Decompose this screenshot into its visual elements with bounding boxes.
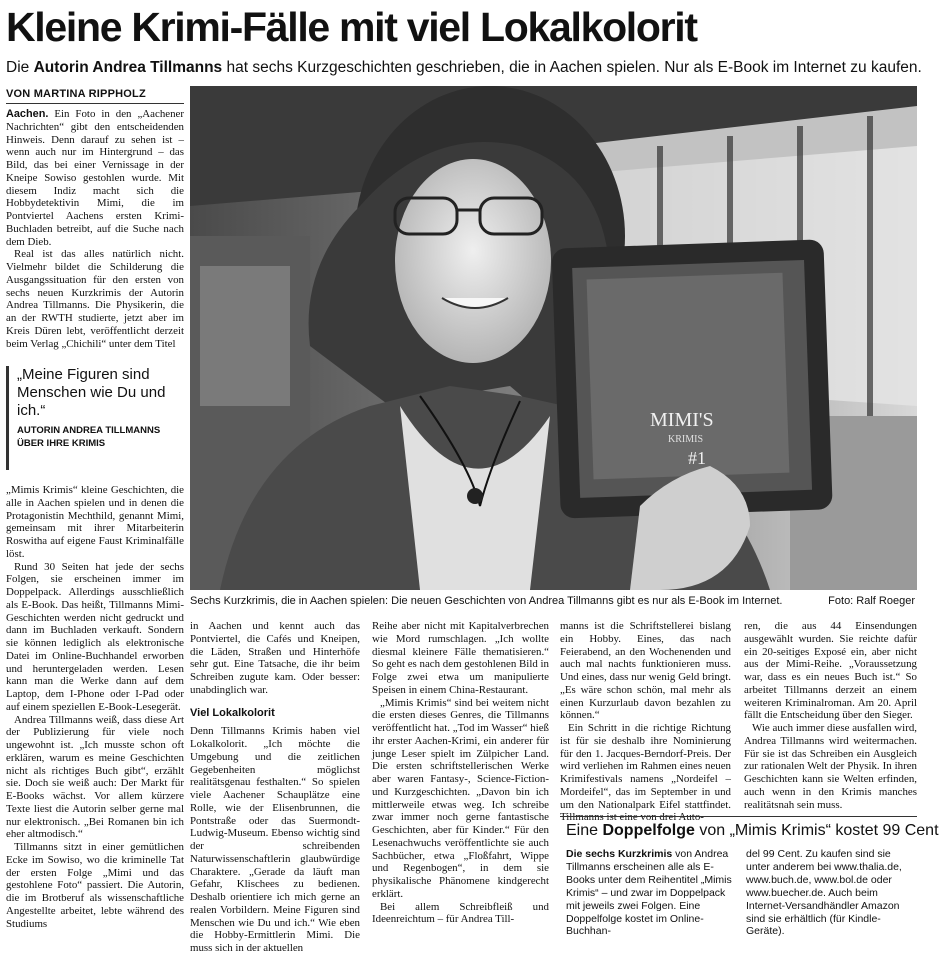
column-1-bottom bbox=[6, 484, 184, 950]
paragraph: in Aachen und kennt auch das Pontviertel, die Cafés und Kneipen, die Läden, Straßen und Hinterhöfe sehr gut. Eine Tatsache, die ihr beim Schreiben zugute kam. Oder besser: unabdinglich war. bbox=[190, 620, 360, 696]
paragraph: Rund 30 Seiten hat jede der sechs Folgen, sie erscheinen immer im Doppelpack. Allerdings ausschließlich als E-Book. Das heißt, Tillmanns Mimi-Geschichten werden nicht gedruckt und dann im Buchladen verkauft. Sondern sie können lediglich als elektronische Datei im Online-Buchhandel erworben und heruntergeladen werden. Lesen kann man die Werke dann auf dem Laptop, dem I-Phone oder I-Pad oder auf einem speziellen E-Book-Lesegerät. bbox=[6, 560, 184, 713]
paragraph: Reihe aber nicht mit Kapitalverbrechen wie Mord rumschlagen. „Ich wollte diesmal kleinere Fälle thematisieren.“ So geht es nach dem gestohlenen Bild in Folge zwei etwa um manipulierte Speisen in einem China-Restaurant. bbox=[372, 620, 549, 696]
paragraph: „Mimis Krimis“ sind bei weitem nicht die ersten dieses Genres, die Tillmanns veröffentlicht hat. „Tod im Wasser“ hieß ihr erster Aachen-Krimi, ein anderer für junge Leser spielt im Zülpicher Land. Die ersten schriftstellerischen Werke aber waren Fantasy-, Science-Fiction- und Kurzgeschichten. „Davon bin ich mittlerweile etwas weg. Ich schreibe zwar immer noch gerne fantastische Geschichten, aber für Kinder.“ Für den Lesenachwuchs veröffentlichte sie auch Sachbücher, etwa „Floßfahrt, Wippe und Regenbogen“, in dem sie physikalische Phänomene kindgerecht erklärt. bbox=[372, 696, 549, 900]
tablet-subtitle: KRIMIS bbox=[668, 434, 704, 445]
info-box bbox=[560, 816, 939, 950]
pull-quote-text: „Meine Figuren sind Menschen wie Du und ich.“ bbox=[17, 366, 166, 419]
paragraph: „Mimis Krimis“ kleine Geschichten, die alle in Aachen spielen und in denen die Protagonistin Mechthild, genannt Mimi, gemeinsam mit ihrer Mitarbeiterin Roswitha auf eigene Faust Kriminalfälle löst. bbox=[6, 484, 184, 560]
paragraph: Bei allem Schreibfleiß und Ideenreichtum – für Andrea Till- bbox=[372, 900, 549, 926]
subhead-post: hat sechs Kurzgeschichten geschrieben, die in Aachen spielen. Nur als E-Book im Internet zu kaufen. bbox=[222, 59, 922, 76]
info-title-bold: Doppelfolge bbox=[602, 822, 695, 839]
headline: Kleine Krimi-Fälle mit viel Lokalkolorit bbox=[6, 4, 697, 50]
paragraph: Wie auch immer diese ausfallen wird, Andrea Tillmanns wird weitermachen. Für sie ist das Schreiben ein Ausgleich zur rationalen Welt der Physik. In ihren Geschichten kann sie Welten erfinden, auch wenn in den Krimis manches realitätsnah sein muss. bbox=[744, 722, 917, 811]
column-5 bbox=[744, 620, 917, 812]
info-title-pre: Eine bbox=[566, 822, 603, 839]
column-2 bbox=[190, 620, 360, 954]
subheadline bbox=[6, 58, 922, 78]
column-3 bbox=[372, 620, 549, 950]
photo-caption bbox=[190, 594, 917, 608]
info-left-text: von Andrea Tillmanns erscheinen alle als E-Books unter dem Reihentitel „Mimis Krimis“ – und zwar im Doppelpack mit jeweils zwei Folgen. Eine Doppelfolge kostet im Online-Buchhan- bbox=[566, 848, 732, 938]
paragraph: Ein Schritt in die richtige Richtung ist für sie deshalb ihre Nominierung für den 1. Jacques-Berndorf-Preis. Der wird verliehen im Rahmen eines neuen Krimifestivals namens „Nordeifel – Mordeifel“, das im September in und um den Nationalpark Eifel stattfindet. Tillmanns ist eine von drei Auto- bbox=[560, 722, 731, 824]
pull-quote bbox=[6, 366, 184, 470]
paragraph: Tillmanns sitzt in einer gemütlichen Ecke im Sowiso, wo die kriminelle Tat der ersten Folge „Mimi und das gestohlene Foto“ passiert. Die Autorin, die im Brotberuf als wissenschaftliche Angestellte arbeitet, lebte während des Studiums bbox=[6, 841, 184, 930]
column-1-top bbox=[6, 108, 184, 362]
photo-credit: Foto: Ralf Roeger bbox=[828, 595, 915, 607]
photo-illustration bbox=[190, 86, 917, 590]
paragraph: Andrea Tillmanns weiß, dass diese Art der Publizierung für viele noch ungewohnt ist. „Ich musste schon oft erklären, warum es meine Geschichten nicht als richtiges Buch gibt“, erzählt sie. Doch sie weiß auch: Der Markt für E-Books wächst. Vor allem kürzere Texte liest die Autorin selber gerne mal nur elektronisch. „Bei Romanen bin ich eher altmodisch.“ bbox=[6, 713, 184, 841]
column-4 bbox=[560, 620, 731, 824]
subheading: Viel Lokalkolorit bbox=[190, 706, 275, 719]
subhead-bold: Autorin Andrea Tillmanns bbox=[33, 59, 223, 76]
paragraph: manns ist die Schriftstellerei bislang ein Hobby. Eines, das nach Feierabend, an den Wochenenden und auch mal nachts funktionieren muss. Und eines, dass nur wenig Geld bringt. „Es wäre schon schön, mal mehr als einen Kurzurlaub davon bezahlen zu können.“ bbox=[560, 620, 731, 722]
article-photo bbox=[190, 86, 917, 590]
subhead-pre: Die bbox=[6, 59, 34, 76]
paragraph: ren, die aus 44 Einsendungen ausgewählt wurden. Sie reichte dafür ein 20-seitiges Exposé ein, aber nicht aus der Mimi-Reihe. „Voraussetzung war, dass es ein neues Buch ist.“ So arbeitet Tillmanns derzeit an einem weiteren Kriminalroman. Am 20. April fällt die Entscheidung über den Sieger. bbox=[744, 620, 917, 722]
caption-text: Sechs Kurzkrimis, die in Aachen spielen: Die neuen Geschichten von Andrea Tillmanns gibt es nur als E-Book im Internet. bbox=[190, 595, 783, 607]
tablet-number: #1 bbox=[688, 448, 706, 468]
info-box-title bbox=[566, 822, 939, 840]
tablet-title: MIMI'S bbox=[650, 409, 714, 431]
paragraph bbox=[6, 108, 184, 248]
pull-quote-source: AUTORIN ANDREA TILLMANNS ÜBER IHRE KRIMIS bbox=[17, 425, 161, 449]
info-box-divider bbox=[560, 816, 917, 817]
paragraph: Denn Tillmanns Krimis haben viel Lokalkolorit. „Ich möchte die Umgebung und die zeitlichen Gegebenheiten möglichst realitätsgenau festhalten.“ So spielen viele Aachener Schauplätze eine Rolle, wie der Elisenbrunnen, die Pontstraße oder das Suermondt-Ludwig-Museum. Ebenso wichtig sind der schreibenden Naturwissenschaftlerin glaubwürdige Charaktere. „Gerade da läuft man Gefahr, Klischees zu bedienen. Deshalb orientiere ich mich gerne an realen Vorbildern. Meine Figuren sind Menschen wie Du und ich.“ Wie eben die Hobby-Ermittlerin Mimi. Die muss sich in der aktuellen bbox=[190, 725, 360, 954]
info-lead: Die sechs Kurzkrimis bbox=[566, 848, 673, 860]
info-title-post: von „Mimis Krimis“ kostet 99 Cent bbox=[694, 822, 939, 839]
info-box-left bbox=[566, 848, 734, 938]
paragraph-text: Ein Foto in den „Aachener Nachrichten“ gibt den entscheidenden Hinweis. Denn darauf zu sehen ist – wenn auch nur im Hintergrund – das Bild, das bei einer Vernissage in der Kneipe Sowiso gestohlen wurde. Mit diesem Indiz macht sich die Hobbydetektivin Mimi, die im Pontviertel Aachens ersten Krimi-Buchladen betreibt, auf die Suche nach dem Dieb. bbox=[6, 108, 185, 248]
byline: VON MARTINA RIPPHOLZ bbox=[6, 88, 184, 104]
paragraph: Real ist das alles natürlich nicht. Vielmehr bildet die Schilderung die Ausgangssituation für den ersten von sechs neuen Kurzkrimis der Autorin Andrea Tillmanns. Die Physikerin, die an der RWTH studierte, jetzt aber im Kreis Düren lebt, veröffentlicht derzeit beim Verlag „Chichili“ unter dem Titel bbox=[6, 248, 184, 350]
info-box-right: del 99 Cent. Zu kaufen sind sie unter anderem bei www.thalia.de, www.buch.de, www.bol.de oder www.buecher.de. Auch beim Internet-Versandhändler Amazon sind sie erhältlich (für Kindle-Geräte). bbox=[746, 848, 902, 938]
dateline: Aachen. bbox=[6, 108, 49, 120]
